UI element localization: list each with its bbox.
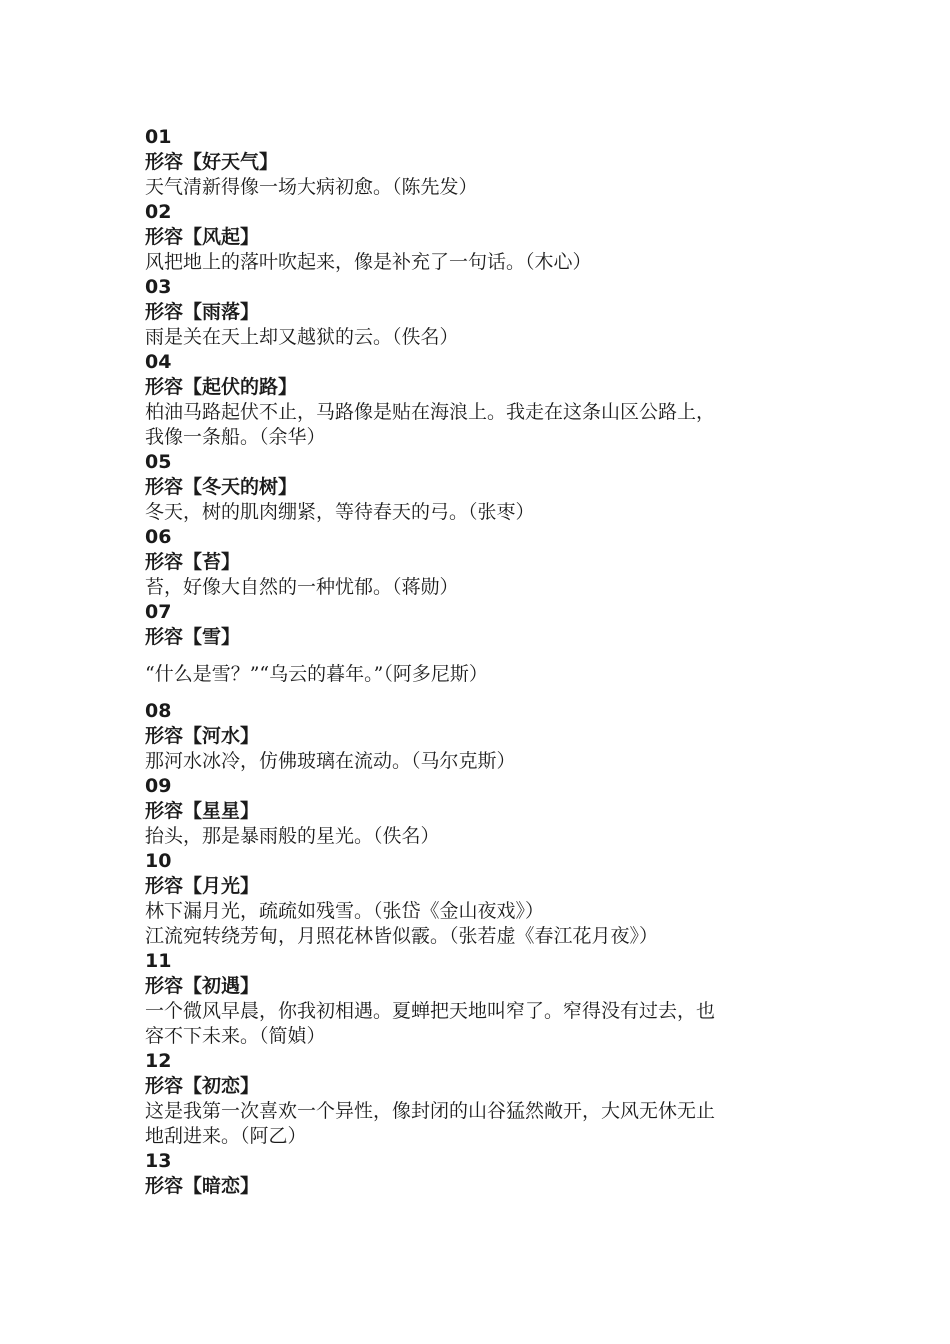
entry-text: 冬天，树的肌肉绷紧，等待春天的弓。（张枣） xyxy=(145,501,535,523)
entry-heading: 形容【暗恋】 xyxy=(145,1175,260,1197)
entry-heading: 形容【雪】 xyxy=(145,626,241,648)
entry-heading: 形容【起伏的路】 xyxy=(145,376,298,398)
entry-number: 11 xyxy=(145,950,172,972)
entry-text: 苔，好像大自然的一种忧郁。（蒋勋） xyxy=(145,576,459,598)
entry-heading: 形容【雨落】 xyxy=(145,301,260,323)
entry-number: 08 xyxy=(145,700,172,722)
entry-heading: 形容【冬天的树】 xyxy=(145,476,298,498)
entry-heading: 形容【月光】 xyxy=(145,875,260,897)
entry-number: 05 xyxy=(145,451,172,473)
entry-heading: 形容【好天气】 xyxy=(145,151,279,173)
entry-text: 风把地上的落叶吹起来，像是补充了一句话。（木心） xyxy=(145,251,592,273)
entry-heading: 形容【初恋】 xyxy=(145,1075,260,1097)
entry-heading: 形容【风起】 xyxy=(145,226,260,248)
entry-text: 这是我第一次喜欢一个异性，像封闭的山谷猛然敞开，大风无休无止 xyxy=(145,1100,716,1122)
entry-number: 09 xyxy=(145,775,172,797)
entry-text: 林下漏月光，疏疏如残雪。（张岱《金山夜戏》） xyxy=(145,900,545,922)
entry-text: 一个微风早晨，你我初相遇。夏蝉把天地叫窄了。窄得没有过去，也 xyxy=(145,1000,716,1022)
entry-heading: 形容【河水】 xyxy=(145,725,260,747)
entry-text: 柏油马路起伏不止，马路像是贴在海浪上。我走在这条山区公路上， xyxy=(145,401,716,423)
entry-number: 12 xyxy=(145,1050,172,1072)
entry-text: 天气清新得像一场大病初愈。（陈先发） xyxy=(145,176,478,198)
entry-number: 04 xyxy=(145,351,172,373)
entry-number: 13 xyxy=(145,1150,172,1172)
entry-text: 雨是关在天上却又越狱的云。（佚名） xyxy=(145,326,459,348)
entry-text: 容不下未来。（简媜） xyxy=(145,1025,326,1047)
entry-number: 02 xyxy=(145,201,172,223)
entry-text: “什么是雪？”“乌云的暮年。”（阿多尼斯） xyxy=(145,663,488,685)
entry-heading: 形容【苔】 xyxy=(145,551,241,573)
entry-text: 抬头，那是暴雨般的星光。（佚名） xyxy=(145,825,440,847)
entry-number: 06 xyxy=(145,526,172,548)
entry-number: 03 xyxy=(145,276,172,298)
entry-number: 01 xyxy=(145,126,172,148)
entry-number: 07 xyxy=(145,601,172,623)
entry-text: 江流宛转绕芳甸，月照花林皆似霰。（张若虚《春江花月夜》） xyxy=(145,925,659,947)
entry-text: 地刮进来。（阿乙） xyxy=(145,1125,307,1147)
entry-heading: 形容【星星】 xyxy=(145,800,260,822)
entry-number: 10 xyxy=(145,850,172,872)
entry-text: 我像一条船。（余华） xyxy=(145,426,326,448)
entry-text: 那河水冰冷，仿佛玻璃在流动。（马尔克斯） xyxy=(145,750,516,772)
entry-heading: 形容【初遇】 xyxy=(145,975,260,997)
document-page xyxy=(145,125,805,1199)
